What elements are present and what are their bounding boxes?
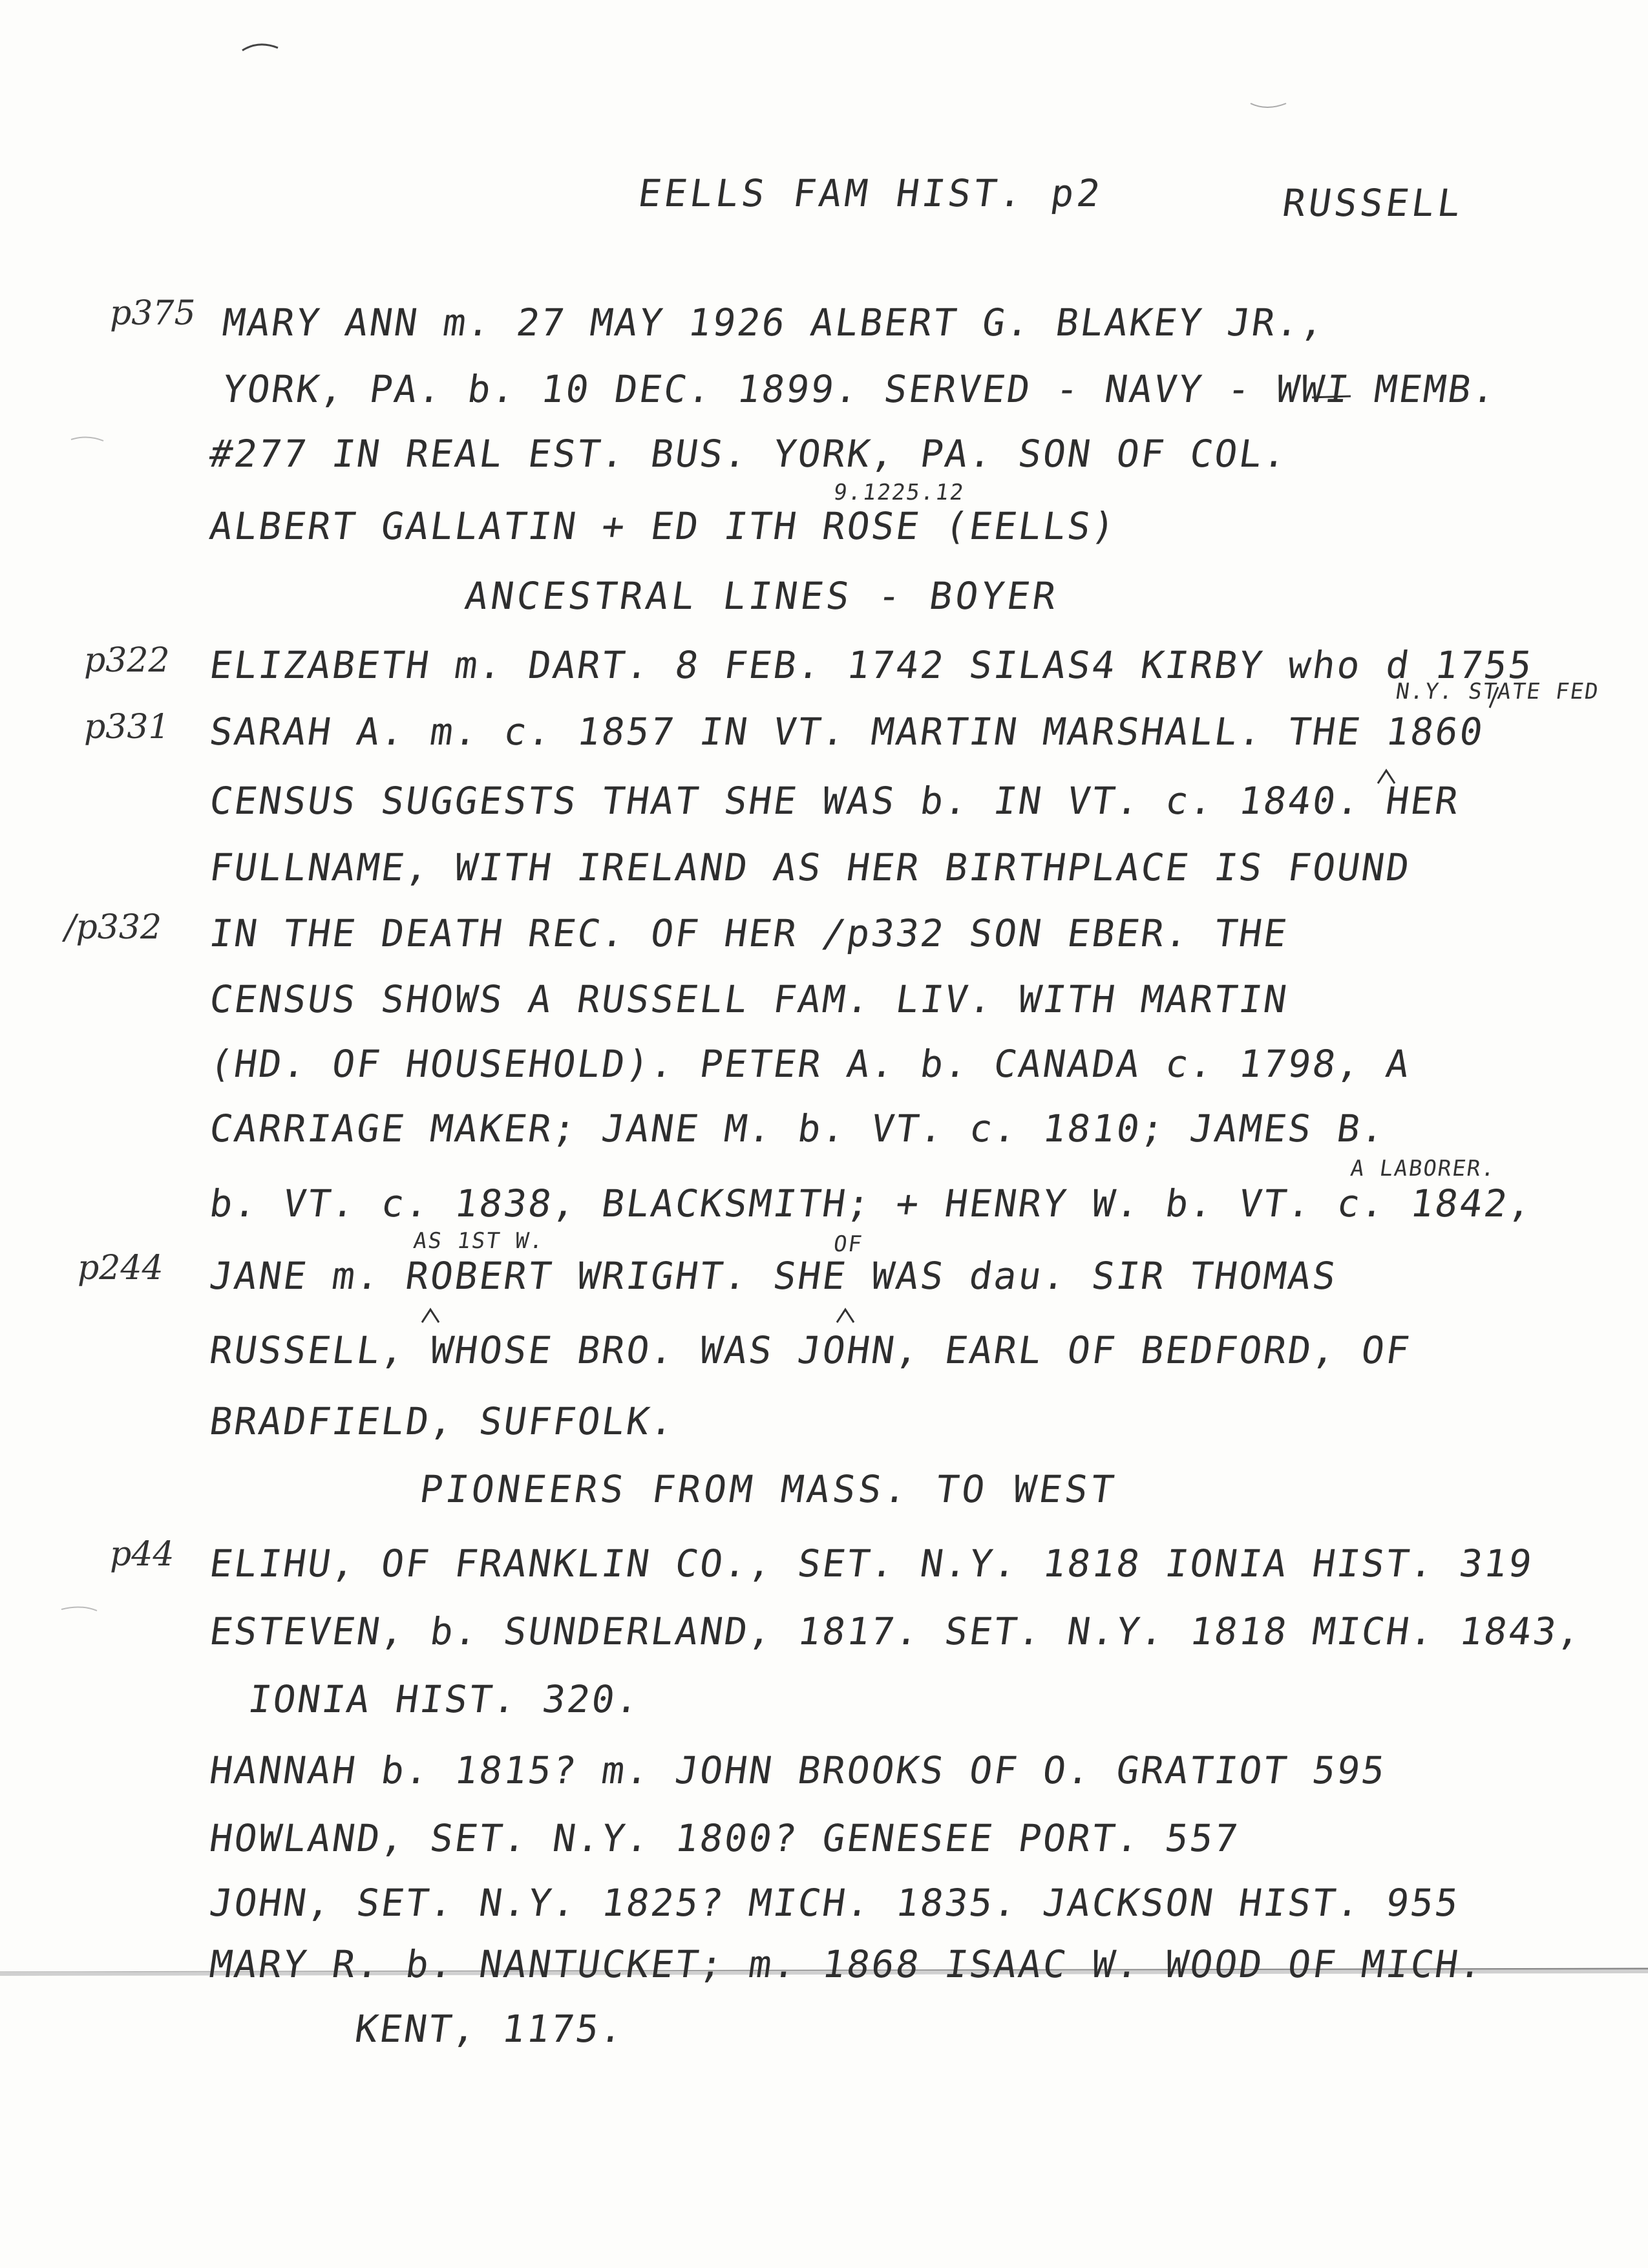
header-surname: RUSSELL (1280, 181, 1467, 225)
entry-line: SARAH A. m. c. 1857 IN VT. MARTIN MARSHALL. THE 1860 (207, 710, 1488, 754)
page-reference: p375 (110, 294, 196, 333)
page-reference: /p332 (65, 908, 162, 947)
entry-line: CARRIAGE MAKER; JANE M. b. VT. c. 1810; JAMES B. (207, 1107, 1389, 1150)
page-reference: p322 (84, 641, 170, 680)
page-reference: p44 (110, 1535, 174, 1574)
entry-line: MARY R. b. NANTUCKET; m. 1868 ISAAC W. WOOD OF MICH. (207, 1942, 1488, 1986)
entry-line: RUSSELL, WHOSE BRO. WAS JOHN, EARL OF BEDFORD, OF (207, 1328, 1414, 1372)
insertion-caret (837, 1309, 854, 1322)
entry-line: ELIHU, OF FRANKLIN CO., SET. N.Y. 1818 IONIA HIST. 319 (207, 1542, 1537, 1585)
entry-line: JOHN, SET. N.Y. 1825? MICH. 1835. JACKSON HIST. 955 (207, 1881, 1463, 1925)
insert-note: N.Y. STATE FED (1394, 679, 1601, 705)
entry-line: FULLNAME, WITH IRELAND AS HER BIRTHPLACE IS FOUND (207, 845, 1414, 889)
entry-line: JANE m. ROBERT WRIGHT. SHE WAS dau. SIR THOMAS (207, 1254, 1340, 1298)
insertion-caret (422, 1309, 439, 1322)
insert-note: 9.1225.12 (832, 480, 967, 505)
entry-line: YORK, PA. b. 10 DEC. 1899. SERVED - NAVY - WWI MEMB. (220, 367, 1501, 411)
insert-note: OF (832, 1231, 865, 1257)
margin-smudge (71, 437, 103, 441)
entry-line: KENT, 1175. (352, 2007, 628, 2051)
page-reference: p331 (84, 708, 170, 747)
entry-line: BRADFIELD, SUFFOLK. (207, 1399, 679, 1443)
entry-line: MARY ANN m. 27 MAY 1926 ALBERT G. BLAKEY JR., (220, 301, 1329, 344)
entry-line: #277 IN REAL EST. BUS. YORK, PA. SON OF COL. (207, 432, 1291, 476)
entry-line: IN THE DEATH REC. OF HER /p332 SON EBER. THE (207, 911, 1291, 955)
margin-smudge-2 (61, 1607, 97, 1611)
entry-line: b. VT. c. 1838, BLACKSMITH; + HENRY W. b. VT. c. 1842, (207, 1182, 1537, 1225)
entry-line: HANNAH b. 1815? m. JOHN BROOKS OF O. GRATIOT 595 (207, 1748, 1389, 1792)
entry-line: (HD. OF HOUSEHOLD). PETER A. b. CANADA c. 1798, A (207, 1042, 1414, 1086)
entry-line: ESTEVEN, b. SUNDERLAND, 1817. SET. N.Y. 1818 MICH. 1843, (207, 1609, 1586, 1653)
entry-line: HOWLAND, SET. N.Y. 1800? GENESEE PORT. 557 (207, 1816, 1243, 1860)
entry-line: CENSUS SUGGESTS THAT SHE WAS b. IN VT. c. 1840. HER (207, 779, 1463, 823)
corner-mark (242, 45, 278, 50)
header-title: EELLS FAM HIST. p2 (635, 171, 1106, 215)
section-heading: ANCESTRAL LINES - BOYER (462, 574, 1062, 618)
entry-line: ELIZABETH m. DART. 8 FEB. 1742 SILAS4 KIRBY who d 1755 (207, 643, 1537, 687)
entry-line: IONIA HIST. 320. (246, 1677, 644, 1721)
entry-line: CENSUS SHOWS A RUSSELL FAM. LIV. WITH MARTIN (207, 977, 1291, 1021)
insert-note: A LABORER. (1349, 1156, 1498, 1182)
corner-smudge (1251, 103, 1286, 107)
page-reference: p244 (78, 1249, 164, 1288)
section-heading: PIONEERS FROM MASS. TO WEST (417, 1467, 1120, 1511)
entry-line: ALBERT GALLATIN + ED ITH ROSE (EELLS) (207, 504, 1120, 548)
insert-note: AS 1ST W. (412, 1228, 547, 1254)
